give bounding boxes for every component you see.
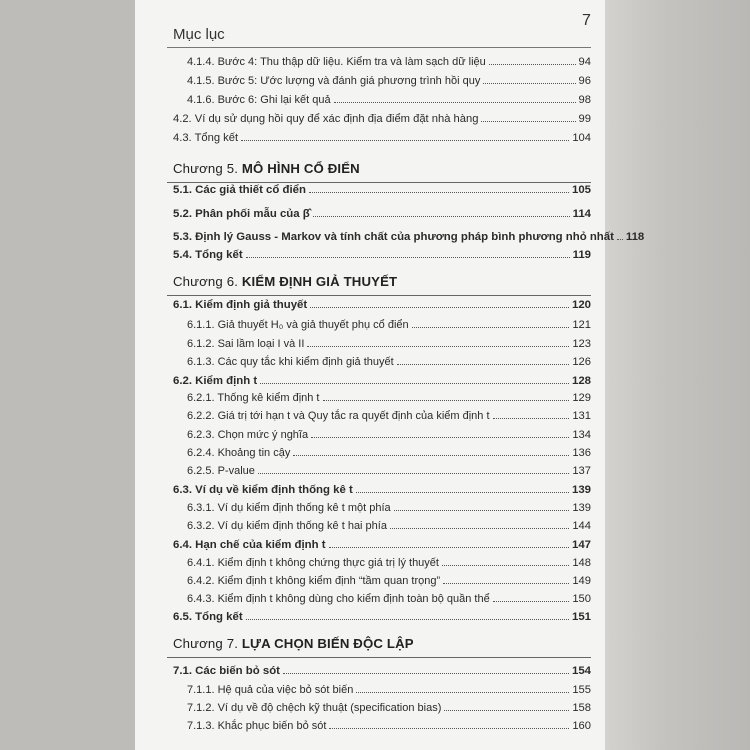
dot-leader — [246, 257, 570, 258]
toc-entry-title: 6.4.2. Kiểm định t không kiểm định “tầm quan trọng” — [187, 575, 441, 587]
dot-leader — [390, 528, 569, 529]
dot-leader — [481, 121, 575, 122]
toc-entry-page-number: 114 — [572, 208, 591, 220]
toc-entry-page-number: 118 — [625, 231, 645, 243]
chapter-heading — [173, 636, 414, 651]
toc-entry[interactable] — [173, 538, 591, 552]
toc-entry-title: 7.1. Các biến bỏ sót — [173, 665, 280, 677]
dot-leader — [260, 383, 569, 384]
toc-entry-title: 6.2.2. Giá trị tới hạn t và Quy tắc ra quyết định của kiểm định t — [187, 410, 490, 422]
toc-entry[interactable] — [187, 446, 591, 460]
dot-leader — [311, 437, 569, 438]
toc-entry[interactable] — [187, 74, 591, 88]
toc-entry-title: 6.2.5. P-value — [187, 465, 255, 477]
dot-leader — [493, 601, 570, 602]
toc-entry-title: 4.1.4. Bước 4: Thu thập dữ liệu. Kiểm tra và làm sạch dữ liệu — [187, 56, 486, 68]
toc-entry[interactable] — [173, 207, 591, 221]
toc-entry[interactable] — [187, 355, 591, 369]
toc-entry-page-number: 119 — [572, 249, 591, 261]
toc-entry-page-number: 123 — [572, 338, 591, 350]
dot-leader — [356, 692, 569, 693]
toc-entry-page-number: 149 — [572, 575, 591, 587]
toc-entry-page-number: 136 — [572, 447, 591, 459]
toc-entry-title: 6.4. Hạn chế của kiểm định t — [173, 539, 326, 551]
toc-entry-page-number: 134 — [572, 429, 591, 441]
running-header-title: Mục lục — [173, 26, 225, 43]
dot-leader — [309, 192, 569, 193]
toc-entry-page-number: 121 — [572, 319, 591, 331]
toc-entry-page-number: 144 — [572, 520, 591, 532]
dot-leader — [444, 710, 569, 711]
toc-entry[interactable] — [173, 664, 591, 678]
toc-entry-page-number: 131 — [572, 410, 591, 422]
toc-entry[interactable] — [187, 683, 591, 697]
toc-entry-title: 7.1.3. Khắc phục biến bỏ sót — [187, 720, 327, 732]
toc-entry-title: 5.4. Tổng kết — [173, 249, 243, 261]
dot-leader — [258, 473, 569, 474]
chapter-title: LỰA CHỌN BIẾN ĐỘC LẬP — [241, 636, 414, 651]
toc-entry-title: 6.1.3. Các quy tắc khi kiểm định giả thuyết — [187, 356, 394, 368]
chapter-heading — [173, 274, 397, 289]
toc-entry-title: 7.1.2. Ví dụ về độ chệch kỹ thuật (specification bias) — [187, 702, 442, 714]
toc-entry-title: 7.1.1. Hệ quả của việc bỏ sót biến — [187, 684, 354, 696]
toc-entry-title: 5.1. Các giả thiết cổ điển — [173, 184, 306, 196]
toc-entry-page-number: 128 — [571, 375, 591, 387]
toc-entry[interactable] — [187, 464, 591, 478]
toc-entry-page-number: 151 — [571, 611, 591, 623]
toc-entry-page-number: 160 — [572, 720, 591, 732]
toc-entry-page-number: 150 — [572, 593, 591, 605]
toc-entry-title: 6.1. Kiểm định giả thuyết — [173, 299, 308, 311]
toc-entry-page-number: 154 — [571, 665, 591, 677]
toc-entry-page-number: 158 — [572, 702, 591, 714]
toc-entry[interactable] — [187, 55, 591, 69]
toc-entry-page-number: 120 — [571, 299, 591, 311]
toc-entry-page-number: 99 — [578, 113, 591, 125]
toc-entry-page-number: 126 — [572, 356, 591, 368]
toc-page — [135, 0, 645, 750]
dot-leader — [489, 64, 576, 65]
toc-entry[interactable] — [173, 183, 591, 197]
dot-leader — [617, 239, 623, 240]
chapter-rule — [167, 295, 591, 296]
toc-entry-title: 6.2. Kiểm định t — [173, 375, 258, 387]
dot-leader — [329, 728, 569, 729]
toc-entry[interactable] — [173, 112, 591, 126]
running-header-page-number: 7 — [582, 12, 591, 29]
toc-entry[interactable] — [173, 230, 645, 244]
toc-entry-page-number: 105 — [571, 184, 591, 196]
toc-entry-page-number: 155 — [572, 684, 591, 696]
toc-entry-title: 5.2. Phân phối mẫu của β̂ — [173, 208, 310, 220]
toc-entry[interactable] — [187, 719, 591, 733]
header-rule — [167, 47, 591, 48]
dot-leader — [334, 102, 576, 103]
dot-leader — [246, 619, 569, 620]
toc-entry[interactable] — [173, 248, 591, 262]
toc-entry-title: 6.1.1. Giả thuyết H₀ và giả thuyết phụ cổ điển — [187, 319, 409, 331]
book-gutter — [605, 0, 750, 750]
toc-entry-title: 6.2.3. Chọn mức ý nghĩa — [187, 429, 309, 441]
dot-leader — [313, 216, 570, 217]
toc-entry-title: 6.5. Tổng kết — [173, 611, 243, 623]
toc-entry-title: 6.3.2. Ví dụ kiểm định thống kê t hai phía — [187, 520, 387, 532]
toc-entry-page-number: 139 — [572, 502, 591, 514]
toc-entry-title: 6.4.1. Kiểm định t không chứng thực giá trị lý thuyết — [187, 557, 439, 569]
toc-entry-page-number: 98 — [578, 94, 591, 106]
dot-leader — [310, 307, 569, 308]
toc-entry-title: 6.3.1. Ví dụ kiểm định thống kê t một phía — [187, 502, 391, 514]
dot-leader — [483, 83, 575, 84]
toc-entry[interactable] — [187, 592, 591, 606]
dot-leader — [283, 673, 569, 674]
toc-entry-title: 6.2.4. Khoảng tin cậy — [187, 447, 291, 459]
toc-entry[interactable] — [173, 374, 591, 388]
toc-entry-page-number: 129 — [572, 392, 591, 404]
dot-leader — [329, 547, 569, 548]
toc-entry-title: 6.1.2. Sai lầm loại I và II — [187, 338, 305, 350]
dot-leader — [412, 327, 570, 328]
dot-leader — [394, 510, 570, 511]
toc-entry[interactable] — [187, 318, 591, 332]
toc-entry-page-number: 137 — [572, 465, 591, 477]
dot-leader — [241, 140, 569, 141]
dot-leader — [443, 583, 569, 584]
toc-entry-page-number: 139 — [571, 484, 591, 496]
toc-entry-title: 6.3. Ví dụ về kiểm định thống kê t — [173, 484, 353, 496]
toc-entry-title: 4.1.6. Bước 6: Ghi lại kết quả — [187, 94, 331, 106]
toc-entry[interactable] — [187, 93, 591, 107]
toc-entry-title: 5.3. Định lý Gauss - Markov và tính chất của phương pháp bình phương nhỏ nhất — [173, 231, 614, 243]
toc-entry-page-number: 94 — [578, 56, 591, 68]
toc-entry-title: 6.2.1. Thống kê kiểm định t — [187, 392, 320, 404]
toc-entry-page-number: 104 — [572, 132, 591, 144]
toc-entry-title: 4.1.5. Bước 5: Ước lượng và đánh giá phương trình hồi quy — [187, 75, 481, 87]
toc-entry[interactable] — [187, 409, 591, 423]
toc-entry-title: 4.2. Ví dụ sử dụng hồi quy để xác định địa điểm đặt nhà hàng — [173, 113, 479, 125]
toc-entry-page-number: 96 — [578, 75, 591, 87]
toc-entry[interactable] — [187, 519, 591, 533]
toc-entry[interactable] — [187, 337, 591, 351]
toc-entry-title: 6.4.3. Kiểm định t không dùng cho kiểm định toàn bộ quần thể — [187, 593, 490, 605]
toc-entry[interactable] — [187, 701, 591, 715]
chapter-number: Chương 6. — [173, 274, 239, 289]
chapter-heading — [173, 161, 360, 176]
dot-leader — [293, 455, 569, 456]
chapter-title: KIỂM ĐỊNH GIẢ THUYẾT — [241, 274, 398, 289]
toc-entry[interactable] — [187, 428, 591, 442]
chapter-title: MÔ HÌNH CỔ ĐIỂN — [241, 161, 360, 176]
toc-entry[interactable] — [187, 501, 591, 515]
toc-entry[interactable] — [173, 131, 591, 145]
toc-entry-title: 4.3. Tổng kết — [173, 132, 239, 144]
toc-entry[interactable] — [173, 483, 591, 497]
chapter-number: Chương 5. — [173, 161, 239, 176]
dot-leader — [397, 364, 570, 365]
dot-leader — [356, 492, 569, 493]
chapter-rule — [167, 657, 591, 658]
dot-leader — [442, 565, 569, 566]
toc-entry-page-number: 148 — [572, 557, 591, 569]
dot-leader — [307, 346, 569, 347]
toc-entry[interactable] — [173, 610, 591, 624]
toc-entry[interactable] — [187, 574, 591, 588]
toc-entry[interactable] — [187, 391, 591, 405]
toc-entry-page-number: 147 — [571, 539, 591, 551]
chapter-number: Chương 7. — [173, 636, 239, 651]
toc-entry[interactable] — [187, 556, 591, 570]
dot-leader — [493, 418, 570, 419]
dot-leader — [323, 400, 570, 401]
toc-entry[interactable] — [173, 298, 591, 312]
